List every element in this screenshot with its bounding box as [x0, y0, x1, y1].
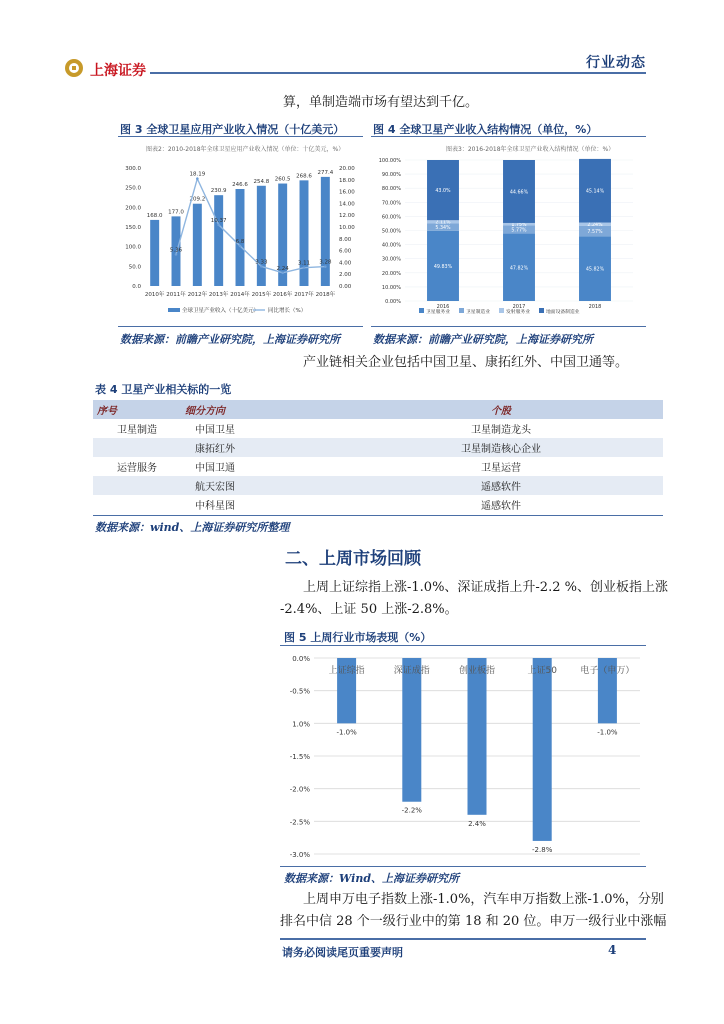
brand-name: 上海证券	[90, 63, 146, 79]
legend-label: 发射服务业	[506, 310, 530, 315]
y-tick-label: 40.00%	[381, 242, 401, 249]
growth-data-label: 6.8	[235, 238, 245, 245]
table-cell: 卫星运营	[481, 463, 521, 474]
x-tick-label: 2010年	[144, 292, 165, 298]
growth-point	[217, 224, 220, 227]
section-tag: 行业动态	[586, 55, 646, 71]
y2-tick-label: 16.00	[339, 189, 355, 196]
y-tick-label: 0.00%	[385, 299, 401, 305]
y2-tick-label: 0.00	[339, 284, 352, 290]
growth-point	[281, 271, 284, 274]
fig4-source: 数据来源：前瞻产业研究院，上海证券研究所	[373, 333, 593, 346]
bar-data-label: 254.8	[253, 178, 270, 185]
fig3-bottom-rule	[118, 326, 363, 327]
legend-swatch	[168, 308, 180, 312]
legend-label: 地面设备制造业	[546, 310, 580, 315]
bar-data-label: -2.8%	[532, 845, 553, 854]
y-tick-label: 70.00%	[381, 200, 401, 207]
section2-heading: 二、上周市场回顾	[285, 549, 421, 569]
y-tick-label: 50.00%	[381, 228, 401, 235]
table-cell: 遥感软件	[481, 501, 521, 512]
y-tick-label: 60.00%	[381, 214, 401, 221]
table-row	[93, 457, 663, 476]
table-cell: 中科星图	[195, 501, 235, 512]
y2-tick-label: 12.00	[339, 213, 355, 220]
bar-data-label: 277.4	[317, 169, 334, 176]
y2-tick-label: 4.00	[339, 260, 352, 267]
growth-data-label: 3.28	[319, 259, 332, 266]
bar-data-label: 246.6	[232, 182, 248, 189]
table-cell	[93, 495, 181, 514]
segment-data-label: 44.66%	[509, 190, 529, 196]
brand-logo-icon	[64, 58, 84, 78]
bar	[321, 177, 330, 286]
segment-data-label: 2.24%	[587, 223, 603, 229]
legend-swatch	[419, 308, 424, 313]
x-tick-label: 2017年	[294, 292, 314, 298]
growth-point	[239, 245, 242, 248]
table-cell: 运营服务	[117, 463, 157, 474]
bar	[236, 189, 245, 286]
y-tick-label: 150.0	[125, 225, 141, 231]
fig4-title: 图 4 全球卫星产业收入结构情况（单位，%）	[373, 123, 598, 136]
x-category-label: 上证综指	[328, 666, 365, 676]
y-tick-label: 0.0	[132, 284, 141, 290]
y2-tick-label: 6.00	[339, 248, 352, 255]
fig3-chart	[118, 138, 363, 326]
y-tick-label: -0.5%	[289, 687, 310, 696]
y-tick-label: -1.5%	[289, 753, 310, 761]
bar-data-label: 268.6	[296, 173, 312, 180]
y2-tick-label: 20.00	[339, 166, 355, 172]
segment-data-label: 49.83%	[433, 264, 453, 270]
table-header-cell: 细分方向	[181, 400, 339, 419]
para2-line2: 排名中信 28 个一级行业中的第 18 和 20 位。申万一级行业中涨幅	[280, 914, 667, 929]
segment-data-label: 2.11%	[435, 220, 451, 226]
bar	[402, 658, 421, 802]
bar-data-label: 230.9	[210, 188, 227, 195]
table-row	[93, 476, 663, 495]
table-cell: 航天宏图	[181, 476, 339, 495]
header-rule	[150, 72, 646, 74]
y2-tick-label: 14.00	[339, 201, 355, 208]
table-cell: 遥感软件	[339, 476, 663, 495]
bar-data-label: 260.5	[274, 176, 291, 183]
fig5-bottom-rule	[280, 866, 646, 867]
fig5-top-rule	[280, 645, 646, 646]
footer-note: 请务必阅读尾页重要声明	[282, 946, 403, 959]
table4-title: 表 4 卫星产业相关标的一览	[95, 383, 232, 396]
bar-data-label: -2.2%	[401, 806, 422, 815]
x-tick-label: 2018年	[315, 292, 336, 298]
y2-tick-label: 2.00	[339, 272, 352, 279]
table4-bottom-rule	[93, 515, 663, 516]
x-category-label: 深证成指	[393, 666, 430, 676]
fig3-top-rule	[118, 136, 363, 137]
legend-label: 同比增长（%）	[268, 308, 307, 314]
y2-tick-label: 10.00	[339, 225, 355, 231]
growth-point	[175, 253, 178, 256]
legend-label: 卫星制造业	[466, 310, 490, 315]
legend-swatch	[499, 308, 504, 313]
y2-tick-label: 8.00	[339, 236, 352, 243]
x-tick-label: 2016年	[272, 292, 293, 298]
footer-rule	[280, 938, 646, 940]
fig5-source: 数据来源：Wind、上海证券研究所	[284, 872, 460, 885]
segment-data-label: 47.82%	[509, 266, 529, 272]
table-cell	[93, 476, 181, 495]
legend-label: 全球卫星产业收入（十亿美元）	[182, 308, 260, 314]
y-tick-label: 80.00%	[381, 186, 401, 193]
x-tick-label: 2014年	[230, 292, 250, 298]
y-tick-label: 300.0	[125, 166, 141, 172]
bar-data-label: 168.0	[146, 212, 163, 219]
table-header-cell: 序号	[93, 400, 181, 419]
bar	[150, 220, 159, 286]
y-tick-label: 100.0	[125, 244, 141, 251]
x-tick-label: 2012年	[187, 292, 208, 298]
table-cell: 卫星制造核心企业	[339, 438, 663, 457]
segment-data-label: 7.57%	[587, 230, 603, 236]
table-cell: 卫星制造	[117, 425, 157, 436]
segment-data-label: 45.14%	[585, 189, 605, 195]
x-tick-label: 2018	[588, 304, 602, 310]
bar-data-label: -1.0%	[597, 728, 618, 737]
fig4-chart	[371, 138, 646, 326]
segment-data-label: 5.34%	[435, 225, 451, 231]
table-row	[93, 438, 663, 457]
bar	[533, 658, 552, 841]
bar	[193, 204, 202, 286]
fig4-top-rule	[371, 136, 646, 137]
y-tick-label: 200.0	[125, 205, 141, 212]
segment-data-label: 45.82%	[585, 267, 605, 273]
legend-swatch	[539, 308, 544, 313]
table-row	[93, 419, 663, 438]
growth-data-label: 2.24	[276, 265, 289, 272]
y-tick-label: 100.00%	[378, 158, 401, 164]
growth-data-label: 5.36	[169, 247, 183, 254]
bar-data-label: 177.0	[168, 209, 184, 216]
table4	[93, 400, 663, 514]
fig3-title: 图 3 全球卫星应用产业收入情况（十亿美元）	[120, 123, 345, 136]
y-tick-label: -2.5%	[289, 818, 310, 827]
fig3-chart-caption: 图表2：2010-2018年全球卫星应用产业收入情况（单位：十亿美元，%）	[146, 146, 345, 153]
y-tick-label: 50.0	[128, 264, 141, 271]
legend-label: 卫星服务业	[426, 310, 450, 315]
table4-source: 数据来源：wind、上海证券研究所整理	[95, 521, 290, 534]
bar	[214, 195, 223, 286]
y-tick-label: 10.00%	[381, 284, 401, 291]
table-cell: 中国卫通	[195, 463, 235, 474]
x-category-label: 上证50	[527, 666, 557, 676]
fig4-chart-caption: 图表3：2016-2018年全球卫星产业收入结构情况（单位：%）	[446, 146, 615, 153]
table-cell: 中国卫星	[195, 425, 235, 436]
table-cell	[93, 438, 181, 457]
growth-data-label: 18.19	[189, 171, 206, 178]
y-tick-label: 250.0	[125, 185, 141, 192]
fig3-source: 数据来源：前瞻产业研究院，上海证券研究所	[120, 333, 340, 346]
bar	[297, 180, 311, 286]
section2-para-line1: 上周上证综指上涨-1.0%、深证成指上升-2.2 %、创业板指上涨	[303, 580, 668, 595]
para2-line1: 上周申万电子指数上涨-1.0%，汽车申万指数上涨-1.0%，分别	[303, 892, 664, 907]
table-cell: 卫星制造龙头	[471, 425, 531, 436]
growth-point	[324, 265, 327, 268]
growth-point	[196, 177, 199, 180]
table-row	[93, 495, 663, 514]
bar-data-label: 2.4%	[468, 819, 486, 828]
chain-text: 产业链相关企业包括中国卫星、康拓红外、中国卫通等。	[303, 355, 629, 370]
bar	[257, 186, 266, 286]
y-tick-label: 90.00%	[381, 172, 401, 179]
segment-data-label: 43.0%	[435, 189, 451, 195]
bar	[468, 658, 487, 815]
y-tick-label: 0.0%	[292, 655, 310, 663]
table-cell: 康拓红外	[181, 438, 339, 457]
bar-data-label: -1.0%	[336, 728, 357, 737]
y-tick-label: -3.0%	[289, 851, 310, 859]
growth-data-label: 10.37	[210, 217, 227, 224]
intro-line: 算，单制造端市场有望达到千亿。	[283, 95, 479, 110]
table-header-row	[93, 400, 663, 419]
table-header-cell: 个股	[339, 400, 663, 419]
fig4-bottom-rule	[371, 326, 646, 327]
x-tick-label: 2016	[436, 304, 450, 310]
x-tick-label: 2015年	[251, 292, 272, 298]
y2-tick-label: 18.00	[339, 177, 355, 184]
fig5-chart	[280, 647, 646, 865]
growth-data-label: 3.11	[297, 260, 311, 267]
section2-para-line2: -2.4%、上证 50 上涨-2.8%。	[280, 602, 458, 617]
segment-data-label: 5.77%	[511, 228, 527, 234]
growth-point	[260, 265, 263, 268]
x-tick-label: 2011年	[166, 292, 186, 298]
legend-swatch	[459, 308, 464, 313]
x-category-label: 创业板指	[458, 666, 496, 676]
x-category-label: 电子（申万）	[580, 666, 635, 676]
y-tick-label: 1.0%	[292, 720, 310, 729]
y-tick-label: 20.00%	[381, 270, 401, 277]
segment-data-label: 1.75%	[511, 223, 527, 229]
x-tick-label: 2013年	[208, 292, 229, 298]
page-number: 4	[608, 943, 617, 957]
x-tick-label: 2017	[512, 304, 526, 310]
bar-data-label: 209.2	[189, 196, 206, 203]
growth-data-label: 3.33	[255, 259, 268, 266]
growth-point	[303, 266, 306, 269]
fig5-title: 图 5 上周行业市场表现（%）	[284, 631, 432, 644]
y-tick-label: 30.00%	[381, 256, 401, 263]
y-tick-label: -2.0%	[289, 785, 310, 794]
